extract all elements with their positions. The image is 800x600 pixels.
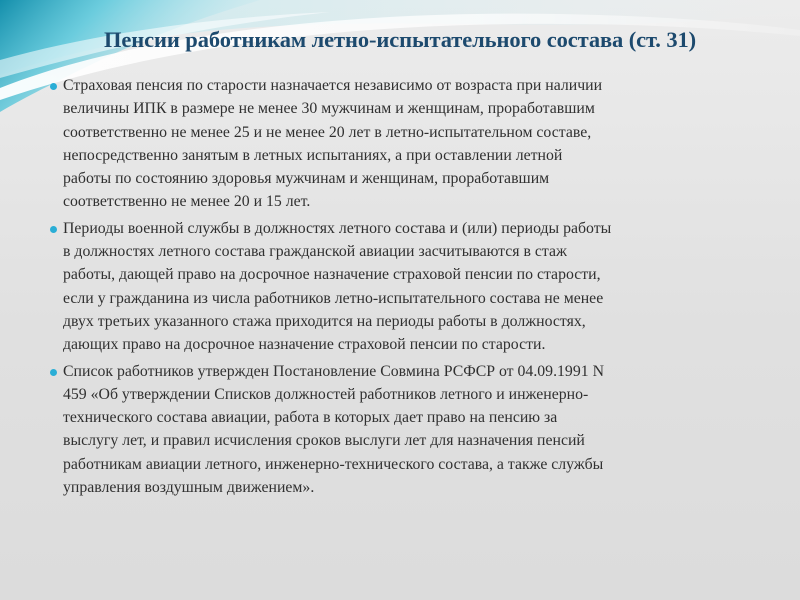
text-line: выслугу лет, и правил исчисления сроков выслуги лет для назначения пенсий bbox=[63, 432, 585, 450]
text-line: работы по состоянию здоровья мужчинам и женщинам, проработавшим bbox=[63, 170, 550, 188]
text-line: работникам авиации летного, инженерно-технического состава, а также службы bbox=[63, 455, 604, 473]
text-line: Список работников утвержден Постановление Совмина РСФСР от 04.09.1991 N bbox=[63, 362, 604, 380]
bullet-dot-icon bbox=[50, 83, 57, 90]
text-line: величины ИПК в размере не менее 30 мужчинам и женщинам, проработавшим bbox=[63, 100, 595, 118]
text-line: 459 «Об утверждении Списков должностей работников летного и инженерно- bbox=[63, 385, 589, 403]
text-line: если у гражданина из числа работников летно-испытательного состава не менее bbox=[63, 289, 604, 307]
text-line: двух третьих указанного стажа приходится на периоды работы в должностях, bbox=[63, 312, 586, 330]
text-line: работы, дающей право на досрочное назначение страховой пенсии по старости, bbox=[63, 266, 601, 284]
text-line: управления воздушным движением». bbox=[63, 479, 315, 497]
text-line: в должностях летного состава гражданской авиации засчитываются в стаж bbox=[63, 243, 567, 261]
text-line: Периоды военной службы в должностях летного состава и (или) периоды работы bbox=[63, 219, 612, 237]
bullet-dot-icon bbox=[50, 226, 57, 233]
bullet-item-insurance-pension bbox=[49, 74, 769, 214]
text-line: соответственно не менее 25 и не менее 20 лет в летно-испытательном составе, bbox=[63, 123, 592, 141]
text-line: технического состава авиации, работа в которых дает право на пенсию за bbox=[63, 409, 558, 427]
bullet-item-military-service-periods bbox=[49, 217, 769, 357]
slide-title: Пенсии работникам летно-испытательного состава (ст. 31) bbox=[103, 27, 697, 52]
bullet-item-workers-list-resolution bbox=[49, 360, 769, 500]
bullet-list bbox=[49, 74, 769, 502]
text-line: соответственно не менее 20 и 15 лет. bbox=[63, 193, 311, 211]
text-line: Страховая пенсия по старости назначается независимо от возраста при наличии bbox=[63, 77, 603, 94]
bullet-dot-icon bbox=[50, 369, 57, 376]
text-line: дающих право на досрочное назначение страховой пенсии по старости. bbox=[63, 336, 546, 354]
text-line: непосредственно занятым в летных испытаниях, а при оставлении летной bbox=[63, 146, 563, 164]
